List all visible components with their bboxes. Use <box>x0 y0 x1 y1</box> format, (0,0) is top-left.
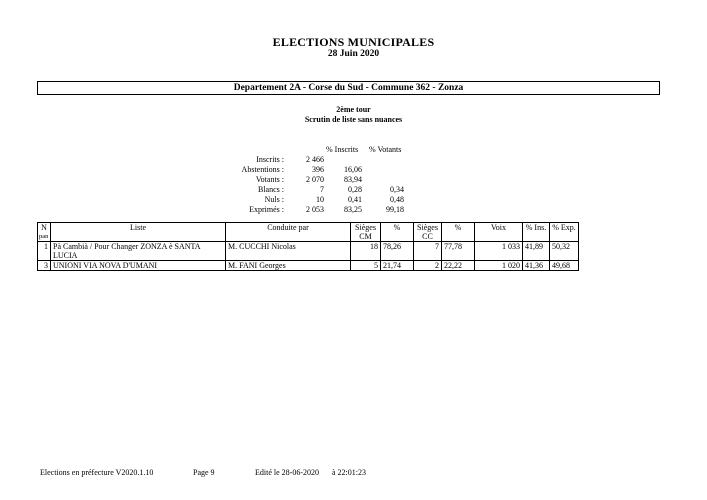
stats-row <box>200 185 460 195</box>
footer-page: Page 9 <box>193 468 215 477</box>
cell-n: 3 <box>38 261 51 271</box>
cell-sieges-cc: 7 <box>414 242 442 261</box>
header-pct-ins: % Ins. <box>523 223 550 242</box>
stats-row <box>200 205 460 215</box>
header-n-bottom: pan <box>39 233 49 240</box>
scrutin-label: Scrutin de liste sans nuances <box>304 115 403 124</box>
cell-conduite: M. CUCCHI Nicolas <box>226 242 351 261</box>
stats-label: Exprimés : <box>249 205 284 214</box>
cell-pct-cc: 77,78 <box>442 242 475 261</box>
cell-pct-cc: 22,22 <box>442 261 475 271</box>
header-pct-cc: % <box>442 223 475 242</box>
stats-value: 7 <box>320 185 324 194</box>
stats-label: Blancs : <box>258 185 284 194</box>
cell-pct-ins: 41,89 <box>523 242 550 261</box>
header-sieges-cm-bottom: CM <box>359 232 372 241</box>
stats-value: 2 466 <box>306 155 324 164</box>
department-banner: Departement 2A - Corse du Sud - Commune 362 - Zonza <box>37 81 660 95</box>
table-row <box>38 242 579 261</box>
stats-row <box>200 175 460 185</box>
stats-header-inscrits: % Inscrits <box>326 145 359 154</box>
cell-conduite: M. FANI Georges <box>226 261 351 271</box>
cell-pct-cm: 21,74 <box>381 261 414 271</box>
stats-value: 10 <box>316 195 324 204</box>
results-table <box>37 222 579 271</box>
cell-sieges-cm: 18 <box>351 242 381 261</box>
cell-pct-cm: 78,26 <box>381 242 414 261</box>
header-sieges-cc-top: Sièges <box>417 223 438 232</box>
header-sieges-cm-top: Sièges <box>355 223 376 232</box>
cell-n: 1 <box>38 242 51 261</box>
tour-label: 2ème tour <box>336 105 371 114</box>
page-title: ELECTIONS MUNICIPALES <box>272 35 435 49</box>
stats-pct-inscrits: 0,41 <box>348 195 362 204</box>
stats-block <box>200 155 460 215</box>
header-sieges-cc <box>414 223 442 242</box>
footer-time: à 22:01:23 <box>332 468 366 477</box>
stats-value: 2 053 <box>306 205 324 214</box>
cell-voix: 1 033 <box>475 242 523 261</box>
stats-value: 2 070 <box>306 175 324 184</box>
footer-software: Elections en préfecture V2020.1.10 <box>40 468 154 477</box>
header-sieges-cc-bottom: CC <box>422 232 433 241</box>
cell-pct-ins: 41,36 <box>523 261 550 271</box>
table-row <box>38 261 579 271</box>
header-n-top: N <box>41 223 47 232</box>
stats-label: Abstentions : <box>241 165 284 174</box>
results-header-row <box>38 223 579 242</box>
header-pct-cm: % <box>381 223 414 242</box>
stats-pct-votants: 99,18 <box>386 205 404 214</box>
cell-pct-exp: 49,68 <box>550 261 579 271</box>
footer-edited: Edité le 28-06-2020 <box>255 468 319 477</box>
cell-sieges-cm: 5 <box>351 261 381 271</box>
header-pct-exp: % Exp. <box>550 223 579 242</box>
header-liste: Liste <box>51 223 226 242</box>
stats-row <box>200 165 460 175</box>
stats-row <box>200 155 460 165</box>
election-date: 28 Juin 2020 <box>327 49 380 59</box>
header-n <box>38 223 51 242</box>
stats-pct-inscrits: 0,28 <box>348 185 362 194</box>
stats-value: 396 <box>312 165 324 174</box>
stats-label: Votants : <box>255 175 284 184</box>
stats-pct-votants: 0,34 <box>390 185 404 194</box>
cell-pct-exp: 50,32 <box>550 242 579 261</box>
cell-sieges-cc: 2 <box>414 261 442 271</box>
stats-label: Inscrits : <box>256 155 284 164</box>
cell-voix: 1 020 <box>475 261 523 271</box>
stats-row <box>200 195 460 205</box>
stats-pct-inscrits: 83,94 <box>344 175 362 184</box>
stats-pct-votants: 0,48 <box>390 195 404 204</box>
stats-pct-inscrits: 83,25 <box>344 205 362 214</box>
header-sieges-cm <box>351 223 381 242</box>
header-conduite: Conduite par <box>226 223 351 242</box>
stats-label: Nuls : <box>264 195 284 204</box>
cell-liste: Pà Cambià / Pour Changer ZONZA è SANTA LUCIA <box>51 242 226 261</box>
header-voix: Voix <box>475 223 523 242</box>
stats-pct-inscrits: 16,06 <box>344 165 362 174</box>
cell-liste: UNIONI VIA NOVA D'UMANI <box>51 261 226 271</box>
stats-header-votants: % Votants <box>369 145 402 154</box>
